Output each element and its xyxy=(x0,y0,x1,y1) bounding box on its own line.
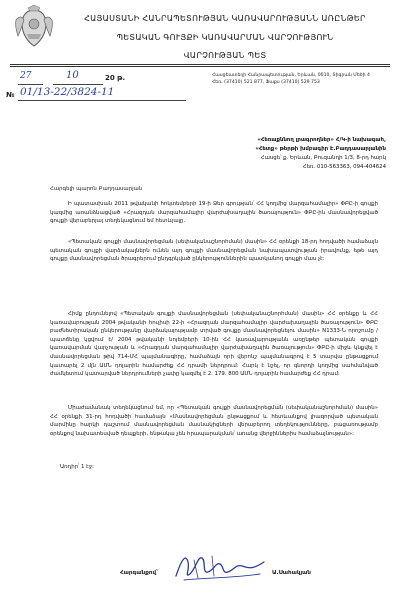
attachment-note: Առդիր՝ 1 էջ: xyxy=(60,464,94,470)
date-month: 10 xyxy=(66,70,79,81)
contact-phone: Հեռ․ (37410) 521 877, Ֆաքս (37410) 529 753 xyxy=(212,80,320,85)
date-day: 27 xyxy=(20,71,32,81)
addressee-phone: Հեռ. 010-563363, 094-404624 xyxy=(302,164,386,170)
department-title: ՊԵՏԱԿԱՆ ԳՈՒՅՔԻ ԿԱՌԱՎԱՐՄԱՆ ՎԱՐՉՈՒԹՅՈՒՆ xyxy=(116,33,334,42)
date-field xyxy=(18,70,138,85)
reference-number-underline xyxy=(18,100,186,101)
signature-label: Հարգանքով՝ xyxy=(120,570,158,576)
addressee-title: «Հեռաքննող լրագրողներ» Հ/Կ-ի նախագահ, xyxy=(257,137,386,143)
date-year: 20 թ. xyxy=(105,74,126,82)
ministry-title: ՀԱՅԱՍՏԱՆԻ ՀԱՆՐԱՊԵՏՈՒԹՅԱՆ ԿԱՌԱՎԱՐՈՒԹՅԱՆՆ ԱՌԸՆԹԵՐ xyxy=(84,14,366,23)
body-paragraph-4: Միաժամանակ տեղեկացնում եմ, որ «Պետական գույքի մասնավորեցման (սեփականաշնորհման) մասին» ՀՀ օրենքի 31-րդ հոդվածի համաձայն «Մասնավորեցման ընթացքում և հետևանքով լիազորված պետական մարմինը հարկի դաշտում մասնավորեցման մասնակիցների վերաբերող տեղեկությունները, բացառությամբ օրենքով նախատեսված դեպքերի, ենթակա չեն հրապարակման՝ առանց վերջիններիս համաձայնության»: xyxy=(50,405,378,437)
body-paragraph-2: «Պետական գույքի մասնավորեցման (սեփականաշնորհման) մասին» ՀՀ օրենքի 18-րդ հոդվածի համաձայն պետական գույքի վարձակալներն ունեն այդ գույքի մասնավորեցման նախապատվության իրավունք, եթե այդ գույքը մասնավորեցման ծրագրերում ընդգրկված ընկերություններին պատկանող գույքի մաս չէ: xyxy=(50,239,378,263)
header-divider xyxy=(10,64,390,65)
body-paragraph-3: Հիմք ընդունելով «Պետական գույքի մասնավորեցման (սեփականաշնորհման) մասին» ՀՀ օրենքը և ՀՀ կառավարության 2004 թվականի hուլիսի 22-ի «Հրազդան մարզահամալիր վարժախաղային ծառայություն» ՓԲԸ բաժնետիրական ընկերությանը վարձակալությամբ տրված գույքը մասնավորեցնելու մասին» N1333-Ն որոշումը /պատճենը կցվում է/ 2004 թվականի նոյեմբերի 10-ին ՀՀ կառավարությանն առընթեր պետական գույքի կառավարման վարչության և «Հրազդան մարզահամալիր վարժախաղային ծառայություն» ՓԲԸ-ի միջև կնքվել է մասնավորեցման թիվ 714-ՄՀ պայմանագիրը, համաձայն որի վերոնշ պայմանագրով է 5 տարվա ընթացքում կատարել 2 մլն ԱՄՆ դոլարին համարժեք ՀՀ դրամի ներդրում: Հարկ է նշել, որ գնորդի կողմից սահմանված ժամկետում կատարված ներդրումների չափը կազմել է 2. 179. 800 ԱՄՆ դոլարին համարժեք ՀՀ դրամ: xyxy=(50,311,378,378)
body-paragraph-1: Ի պատասխան 2011 թվականի հոկտեմբերի 19-ի Ձեր գրության՝ ՀՀ կողմից մարզահամալիր» ՓԲԸ-ի գույքի կազմից առանձնացված «Հրազդան մարզահամալիր վարժախաղային ծառայություն» ՓԲԸ-ին մասնավորեցված գույքի վերաբերյալ տեղեկացնում եմ հետևյալը. xyxy=(50,201,378,225)
reference-number-field xyxy=(6,88,186,102)
header-divider-secondary xyxy=(10,66,390,67)
coat-of-arms-emblem xyxy=(10,4,58,52)
number-sign: № xyxy=(6,91,15,99)
addressee-address: Հասցե՝ ք. Երևան, Բուզանդի 1/3, 8-րդ հարկ xyxy=(260,155,386,161)
reference-number: 01/13-22/3824-11 xyxy=(20,86,115,98)
signatory-name: Ա.Սահակյան xyxy=(272,570,312,576)
addressee-name: «Հետք» թերթի խմբագիր Է.Բաղդասարյանին xyxy=(255,146,386,152)
addressee-block xyxy=(200,136,386,172)
salutation: Հարգելի պարոն Բաղդասարյան xyxy=(50,186,143,192)
date-month-underline xyxy=(53,84,103,85)
contact-address: Հասցեատեղի Հանրապետության, Երևան, 0010, Տիգրան Մեծի 4 xyxy=(212,73,370,78)
office-title: ՎԱՐՉՈՒԹՅԱՆ ՊԵՏ xyxy=(183,51,267,60)
handwritten-signature xyxy=(172,548,268,584)
date-day-underline xyxy=(18,84,43,85)
letterhead-contact xyxy=(212,72,392,86)
